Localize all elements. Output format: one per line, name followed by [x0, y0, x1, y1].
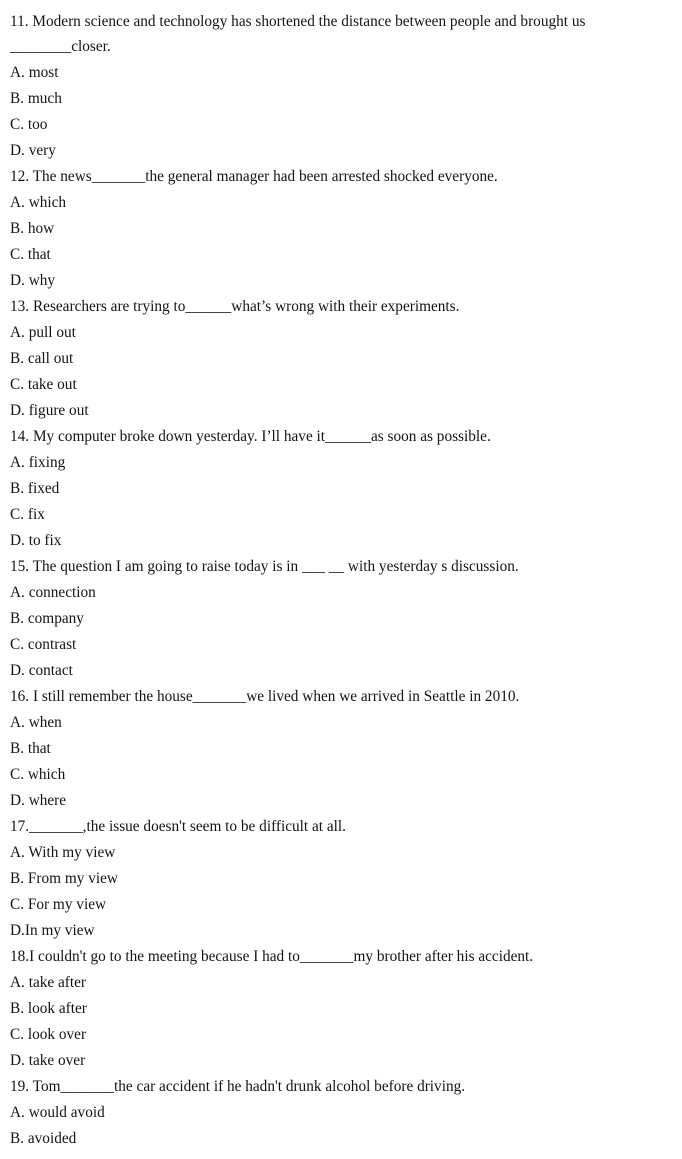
question-19 [10, 1074, 678, 1152]
option-c: C. look over [10, 1026, 87, 1043]
option-a: A. which [10, 194, 67, 211]
option-d: D. why [10, 272, 56, 289]
option-c: C. that [10, 246, 51, 263]
option-d: D. take over [10, 1052, 86, 1069]
option-a: A. most [10, 64, 59, 81]
question-17 [10, 814, 678, 944]
question-stem: 19. Tom_______the car accident if he hadn't drunk alcohol before driving. [10, 1078, 466, 1095]
question-13 [10, 294, 678, 424]
option-b: B. look after [10, 1000, 87, 1017]
option-d: D. where [10, 792, 67, 809]
option-a: A. when [10, 714, 62, 731]
question-stem-continuation: ________closer. [10, 38, 111, 55]
question-stem: 12. The news_______the general manager had been arrested shocked everyone. [10, 168, 498, 185]
question-stem: 14. My computer broke down yesterday. I’ll have it______as soon as possible. [10, 428, 491, 445]
exercise-page [10, 10, 678, 1152]
question-11 [10, 10, 678, 164]
question-stem: 13. Researchers are trying to______what’s wrong with their experiments. [10, 298, 460, 315]
option-b: B. avoided [10, 1130, 77, 1147]
question-stem: 16. I still remember the house_______we lived when we arrived in Seattle in 2010. [10, 688, 520, 705]
option-d: D. to fix [10, 532, 62, 549]
option-a: A. would avoid [10, 1104, 105, 1121]
option-d: D.In my view [10, 922, 95, 939]
option-c: C. take out [10, 376, 77, 393]
option-c: C. contrast [10, 636, 77, 653]
question-stem: 15. The question I am going to raise today is in ___ __ with yesterday s discussion. [10, 558, 519, 575]
option-b: B. company [10, 610, 84, 627]
option-b: B. how [10, 220, 55, 237]
option-a: A. fixing [10, 454, 66, 471]
option-d: D. very [10, 142, 56, 159]
question-stem: 18.I couldn't go to the meeting because I had to_______my brother after his accident. [10, 948, 534, 965]
question-14 [10, 424, 678, 554]
option-a: A. take after [10, 974, 87, 991]
option-c: C. fix [10, 506, 45, 523]
option-a: A. With my view [10, 844, 116, 861]
option-b: B. much [10, 90, 62, 107]
option-b: B. fixed [10, 480, 60, 497]
option-c: C. For my view [10, 896, 107, 913]
option-a: A. connection [10, 584, 96, 601]
question-15 [10, 554, 678, 684]
option-c: C. too [10, 116, 48, 133]
option-a: A. pull out [10, 324, 76, 341]
question-stem: 11. Modern science and technology has shortened the distance between people and brought us [10, 13, 586, 30]
option-d: D. contact [10, 662, 73, 679]
option-d: D. figure out [10, 402, 89, 419]
option-b: B. From my view [10, 870, 118, 887]
question-stem: 17._______,the issue doesn't seem to be difficult at all. [10, 818, 346, 835]
question-18 [10, 944, 678, 1074]
option-b: B. call out [10, 350, 74, 367]
option-c: C. which [10, 766, 66, 783]
question-16 [10, 684, 678, 814]
option-b: B. that [10, 740, 51, 757]
question-12 [10, 164, 678, 294]
